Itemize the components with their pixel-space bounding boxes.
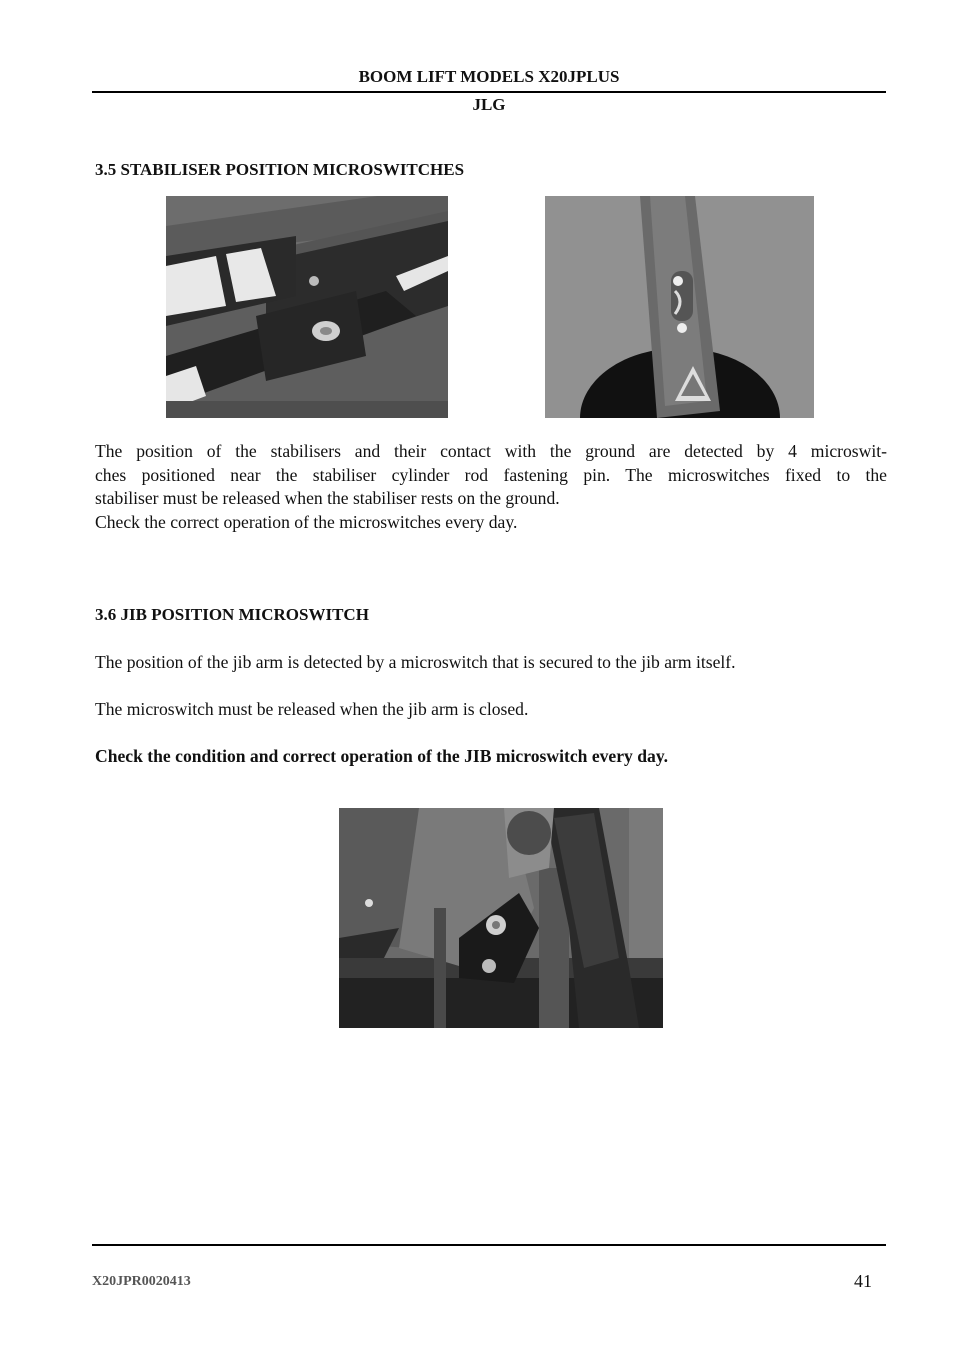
page-number: 41 — [854, 1271, 872, 1291]
section-3-6-warning: Check the condition and correct operation of the JIB microswitch every day. — [95, 746, 669, 766]
section-3-5-line-2: ches positioned near the stabiliser cylinder rod fastening pin. The microswitches fixed to the — [95, 464, 887, 485]
stabiliser-photo-right — [545, 196, 814, 418]
section-3-5-line-1: The position of the stabilisers and their contact with the ground are detected by 4 microswit- — [95, 441, 887, 461]
header-brand: JLG — [472, 95, 506, 114]
section-3-5-line-3: stabiliser must be released when the stabiliser rests on the ground. — [95, 488, 560, 508]
stabiliser-photo-left — [166, 196, 448, 418]
header-rule — [92, 91, 886, 93]
section-3-5-line-4: Check the correct operation of the microswitches every day. — [95, 511, 518, 532]
section-3-6-paragraph-2: The microswitch must be released when the jib arm is closed. — [95, 699, 529, 719]
jib-microswitch-photo — [339, 808, 663, 1028]
footer-document-code: X20JPR0020413 — [92, 1274, 191, 1289]
section-3-5-paragraph — [95, 440, 887, 534]
section-3-6-paragraph-1: The position of the jib arm is detected by a microswitch that is secured to the jib arm itself. — [95, 652, 736, 672]
footer-rule — [92, 1244, 886, 1246]
header-title: BOOM LIFT MODELS X20JPLUS — [358, 67, 620, 86]
section-3-5-title: 3.5 STABILISER POSITION MICROSWITCHES — [95, 160, 465, 179]
section-3-6-title: 3.6 JIB POSITION MICROSWITCH — [95, 605, 369, 624]
